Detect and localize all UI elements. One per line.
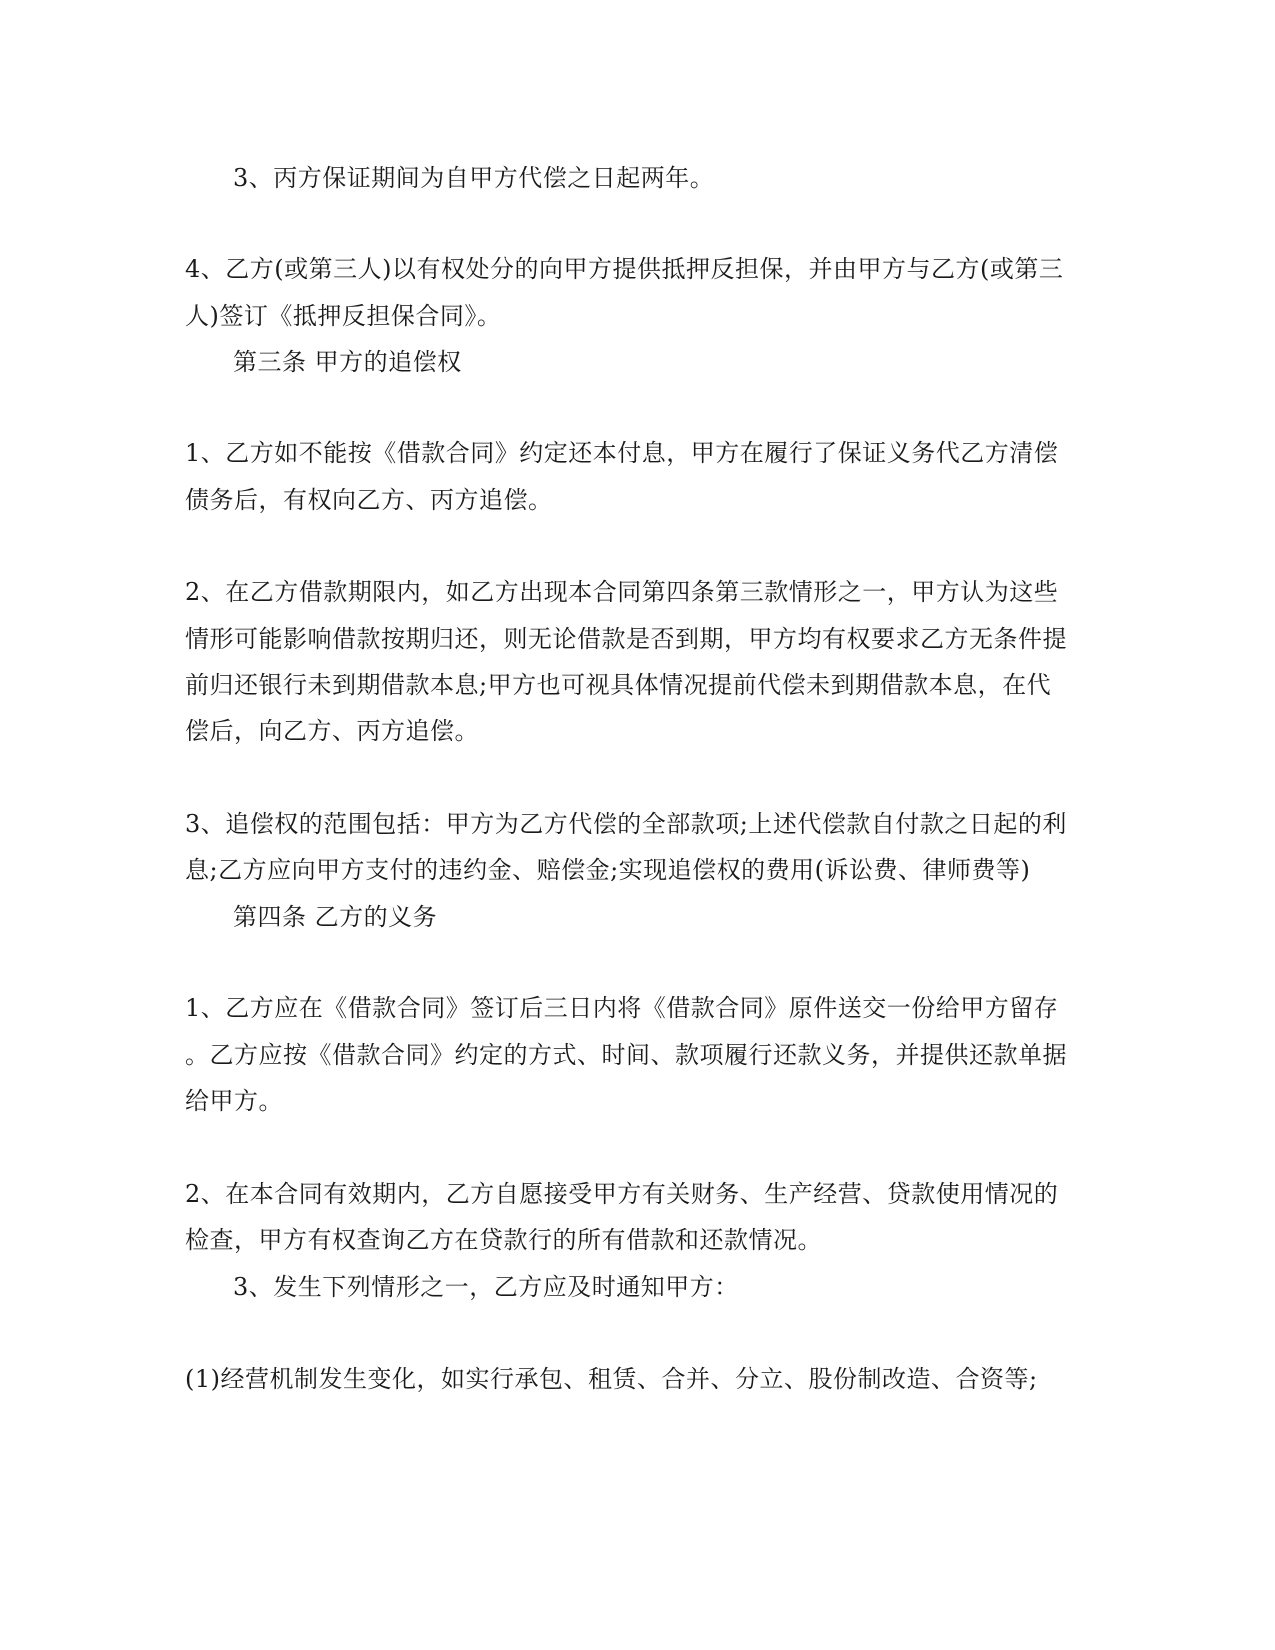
section-heading: 第四条 乙方的义务 <box>233 903 438 931</box>
paragraph-line: 情形可能影响借款按期归还，则无论借款是否到期，甲方均有权要求乙方无条件提 <box>185 625 1067 653</box>
paragraph-line: 3、丙方保证期间为自甲方代偿之日起两年。 <box>233 164 715 192</box>
paragraph-line: 1、乙方如不能按《借款合同》约定还本付息，甲方在履行了保证义务代乙方清偿 <box>185 439 1059 467</box>
paragraph-line: 2、在本合同有效期内，乙方自愿接受甲方有关财务、生产经营、贷款使用情况的 <box>185 1180 1059 1208</box>
paragraph-line: 1、乙方应在《借款合同》签订后三日内将《借款合同》原件送交一份给甲方留存 <box>185 994 1059 1022</box>
paragraph-line: 4、乙方(或第三人)以有权处分的向甲方提供抵押反担保，并由甲方与乙方(或第三 <box>185 255 1064 283</box>
section-heading: 第三条 甲方的追偿权 <box>233 348 462 376</box>
paragraph-line: 检查，甲方有权查询乙方在贷款行的所有借款和还款情况。 <box>185 1226 822 1254</box>
paragraph-line: 给甲方。 <box>185 1087 283 1115</box>
paragraph-line: 偿后，向乙方、丙方追偿。 <box>185 717 479 745</box>
paragraph-line: 2、在乙方借款期限内，如乙方出现本合同第四条第三款情形之一，甲方认为这些 <box>185 578 1059 606</box>
paragraph-line: 人)签订《抵押反担保合同》。 <box>185 302 502 330</box>
paragraph-line: (1)经营机制发生变化，如实行承包、租赁、合并、分立、股份制改造、合资等; <box>185 1365 1038 1393</box>
paragraph-line: 前归还银行未到期借款本息;甲方也可视具体情况提前代偿未到期借款本息，在代 <box>185 671 1052 699</box>
paragraph-line: 3、发生下列情形之一，乙方应及时通知甲方： <box>233 1273 739 1301</box>
paragraph-line: 3、追偿权的范围包括：甲方为乙方代偿的全部款项;上述代偿款自付款之日起的利 <box>185 810 1067 838</box>
paragraph-line: 息;乙方应向甲方支付的违约金、赔偿金;实现追偿权的费用(诉讼费、律师费等) <box>185 856 1031 884</box>
paragraph-line: 。乙方应按《借款合同》约定的方式、时间、款项履行还款义务，并提供还款单据 <box>185 1041 1067 1069</box>
paragraph-line: 债务后，有权向乙方、丙方追偿。 <box>185 486 553 514</box>
